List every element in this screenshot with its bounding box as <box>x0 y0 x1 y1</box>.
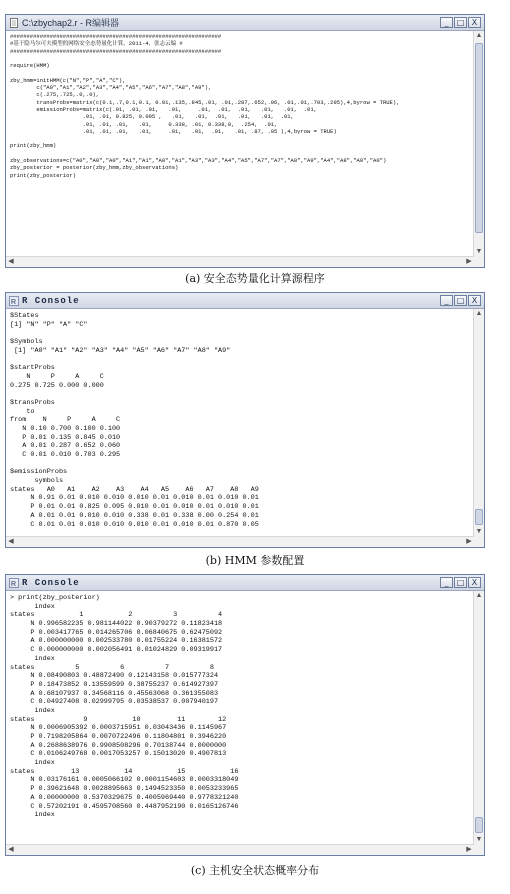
code-line: transProbs=matrix(c(0.1,.7,0.1,0.1, 0.01,.135,.845,.01, .01,.287,.652,.06, .01,.01,.703,.295),4,byrow = TRUE), <box>10 98 400 106</box>
svg-text:R: R <box>11 298 17 306</box>
console-line: N 0.91 0.01 0.010 0.010 0.010 0.01 0.010 0.01 0.010 0.01 <box>10 494 259 503</box>
console-titlebar[interactable] <box>6 293 484 309</box>
console-titlebar[interactable] <box>6 575 484 591</box>
scroll-left-icon[interactable]: ◀ <box>8 538 14 545</box>
code-line: ################################################################ <box>10 33 222 40</box>
editor-vertical-scrollbar[interactable] <box>473 31 484 267</box>
console-body[interactable] <box>6 591 484 855</box>
console-line: from N P A C <box>10 416 121 425</box>
scroll-down-icon[interactable]: ▼ <box>475 528 483 535</box>
code-line: print(zby_hmm) <box>10 142 57 150</box>
r-console-icon <box>9 296 19 306</box>
r-console-icon <box>9 578 19 588</box>
console-line: P 0.18473852 0.13559599 0.38755237 0.614927397 <box>10 680 219 689</box>
code-line: #基于隐马尔可夫模型的网络安全态势量化计算，2011-4，张志云编 # <box>10 40 183 48</box>
console-line: P 0.01 0.01 0.825 0.095 0.010 0.01 0.010 0.01 0.010 0.01 <box>10 503 259 512</box>
caption-b: (b) HMM 参数配置 <box>205 554 305 567</box>
editor-body[interactable] <box>6 31 484 267</box>
console-line: index <box>10 811 55 820</box>
console-line: A 0.01 0.01 0.010 0.010 0.338 0.01 0.338 0.00 0.254 0.01 <box>10 511 259 520</box>
scroll-right-icon[interactable]: ▶ <box>466 846 472 853</box>
editor-horizontal-scrollbar[interactable] <box>6 256 474 267</box>
console-line: N 0.03176161 0.0005066102 0.0001154603 0.0003318049 <box>10 776 239 785</box>
console-output <box>10 594 470 820</box>
console-title: R Console <box>22 295 80 306</box>
console-line: C 0.000000000 0.002056491 0.01024829 0.09319917 <box>10 646 223 655</box>
caption-a: (a) 安全态势量化计算源程序 <box>185 272 325 285</box>
console-line: states 9 10 11 12 <box>10 715 227 724</box>
console-line: C 0.04927408 0.02999795 0.03538537 0.007940197 <box>10 698 219 707</box>
scroll-down-icon[interactable]: ▼ <box>475 836 483 843</box>
close-button[interactable]: X <box>468 17 481 28</box>
console-line: N 0.08490803 0.48872490 0.12143158 0.015777324 <box>10 672 219 681</box>
console-line <box>10 390 470 399</box>
console-line: P 0.003417765 0.014265706 0.06840675 0.62475092 <box>10 628 223 637</box>
console-title: R Console <box>22 577 80 588</box>
console-body[interactable] <box>6 309 484 547</box>
console-line: $emissionProbs <box>10 468 68 477</box>
console-line: N 0.10 0.700 0.100 0.100 <box>10 424 121 433</box>
code-line: c("A0","A1","A2","A3","A4","A5","A6","A7","A8","A9"), <box>10 84 212 92</box>
scroll-thumb[interactable] <box>475 817 483 833</box>
console-line: A 0.2688638976 0.9908508296 0.70138744 0.0000000 <box>10 741 227 750</box>
console-window-params <box>5 292 485 548</box>
console-line: P 0.01 0.135 0.845 0.010 <box>10 433 121 442</box>
code-line: require(HMM) <box>10 62 50 70</box>
scroll-thumb[interactable] <box>475 509 483 525</box>
console-line: P 0.7198205864 0.0070722496 0.11804801 0.3946220 <box>10 733 227 741</box>
console-line: $Symbols <box>10 338 43 347</box>
close-button[interactable]: X <box>468 295 481 306</box>
maximize-button[interactable]: □ <box>454 577 467 588</box>
console-line: $States <box>10 312 39 320</box>
console-line: $startProbs <box>10 364 55 373</box>
console-line: C 0.0106249768 0.0017053257 0.15013020 0.4907813 <box>10 750 227 759</box>
maximize-button[interactable]: □ <box>454 295 467 306</box>
editor-window <box>5 14 485 268</box>
code-line: zby_posterior = posterior(zby_hmm,zby_observations) <box>10 164 179 172</box>
console-line: P 0.39621648 0.0028895663 0.1494523350 0.0053233965 <box>10 785 239 794</box>
scroll-right-icon[interactable]: ▶ <box>466 538 472 545</box>
console-vertical-scrollbar[interactable] <box>473 309 484 547</box>
console-line: N P A C <box>10 372 104 381</box>
console-line <box>10 460 470 469</box>
maximize-button[interactable]: □ <box>454 17 467 28</box>
console-line: [1] "N" "P" "A" "C" <box>10 320 88 329</box>
console-line: A 0.000000000 0.002533780 0.01755224 0.16381572 <box>10 637 223 646</box>
scroll-up-icon[interactable]: ▲ <box>475 32 483 39</box>
caption-c: (c) 主机安全状态概率分布 <box>190 864 320 877</box>
console-line: C 0.57202191 0.4595708560 0.4487952190 0.0165126746 <box>10 802 239 811</box>
console-line: > print(zby_posterior) <box>10 594 100 602</box>
console-line: states 13 14 15 16 <box>10 767 239 776</box>
minimize-button[interactable]: _ <box>440 295 453 306</box>
console-line: states 1 2 3 4 <box>10 611 223 620</box>
code-line <box>10 150 470 157</box>
minimize-button[interactable]: _ <box>440 17 453 28</box>
console-vertical-scrollbar[interactable] <box>473 591 484 855</box>
console-line: states 5 6 7 8 <box>10 663 214 672</box>
code-line: .01, .01, .01, .01, 0.338, .01, 0.338,0, .254, .01, <box>10 120 278 128</box>
console-line: index <box>10 759 55 768</box>
console-line: symbols <box>10 477 64 486</box>
svg-text:R: R <box>11 580 17 588</box>
code-line <box>10 69 470 76</box>
console-line: 0.275 0.725 0.000 0.000 <box>10 381 104 390</box>
source-code[interactable] <box>10 33 470 179</box>
console-line: A 0.00000000 0.5370329675 0.4005969440 0.9778321240 <box>10 793 239 802</box>
console-line: C 0.01 0.01 0.010 0.010 0.010 0.01 0.010 0.01 0.870 0.05 <box>10 520 259 529</box>
console-line <box>10 355 470 364</box>
console-horizontal-scrollbar[interactable] <box>6 536 474 547</box>
console-line: index <box>10 602 55 611</box>
code-line: zby_observations=c("A0","A0","A0","A1","A1","A0","A1","A3","A3","A4","A5","A7","A7","A8","A9","A4","A8","A0","A0") <box>10 157 387 165</box>
console-line: to <box>10 407 35 416</box>
console-line: index <box>10 706 55 715</box>
close-button[interactable]: X <box>468 577 481 588</box>
console-window-posterior <box>5 574 485 856</box>
scroll-left-icon[interactable]: ◀ <box>8 258 14 265</box>
console-line: N 0.0006905392 0.0003715951 0.03043436 0.1145967 <box>10 724 227 733</box>
scroll-up-icon[interactable]: ▲ <box>475 592 483 599</box>
console-line <box>10 329 470 338</box>
code-line: ################################################################ <box>10 47 222 55</box>
scroll-left-icon[interactable]: ◀ <box>8 846 14 853</box>
scroll-down-icon[interactable]: ▼ <box>475 248 483 255</box>
code-line <box>10 55 470 62</box>
document-icon <box>9 18 19 28</box>
code-line: zby_hmm=initHMM(c("N","P","A","C"), <box>10 76 126 84</box>
editor-titlebar[interactable] <box>6 15 484 31</box>
code-line: .01, .01, 0.825, 0.095 , .01, .01, .01, .01, .01, .01, <box>10 113 294 121</box>
code-line: c(.275,.725,.0,.0), <box>10 91 100 99</box>
minimize-button[interactable]: _ <box>440 577 453 588</box>
code-line: .01, .01, .01, .01, .01, .01, .01, .01, .87, .05 ),4,byrow = TRUE) <box>10 127 337 135</box>
console-line: states A0 A1 A2 A3 A4 A5 A6 A7 A8 A9 <box>10 485 259 494</box>
console-output <box>10 312 470 529</box>
code-line: print(zby_posterior) <box>10 171 77 179</box>
console-line: A 0.68107937 0.34568116 0.45563068 0.361355083 <box>10 689 219 698</box>
scroll-up-icon[interactable]: ▲ <box>475 310 483 317</box>
console-line: C 0.01 0.010 0.703 0.295 <box>10 451 121 459</box>
code-line: emissionProbs=matrix(c(.91, .01, .01, .01, .01, .01, .01, .01, .01, .01, <box>10 105 317 113</box>
code-line <box>10 135 470 142</box>
console-horizontal-scrollbar[interactable] <box>6 844 474 855</box>
console-line: $transProbs <box>10 398 55 407</box>
console-line: index <box>10 654 55 663</box>
scroll-thumb[interactable] <box>475 43 483 233</box>
console-line: N 0.996582235 0.981144022 0.90379272 0.11823418 <box>10 620 223 629</box>
console-line: A 0.01 0.287 0.652 0.060 <box>10 442 121 451</box>
scroll-right-icon[interactable]: ▶ <box>466 258 472 265</box>
editor-title: C:\zbychap2.r - R编辑器 <box>22 18 120 28</box>
console-line: [1] "A0" "A1" "A2" "A3" "A4" "A5" "A6" "A7" "A8" "A9" <box>10 346 231 355</box>
